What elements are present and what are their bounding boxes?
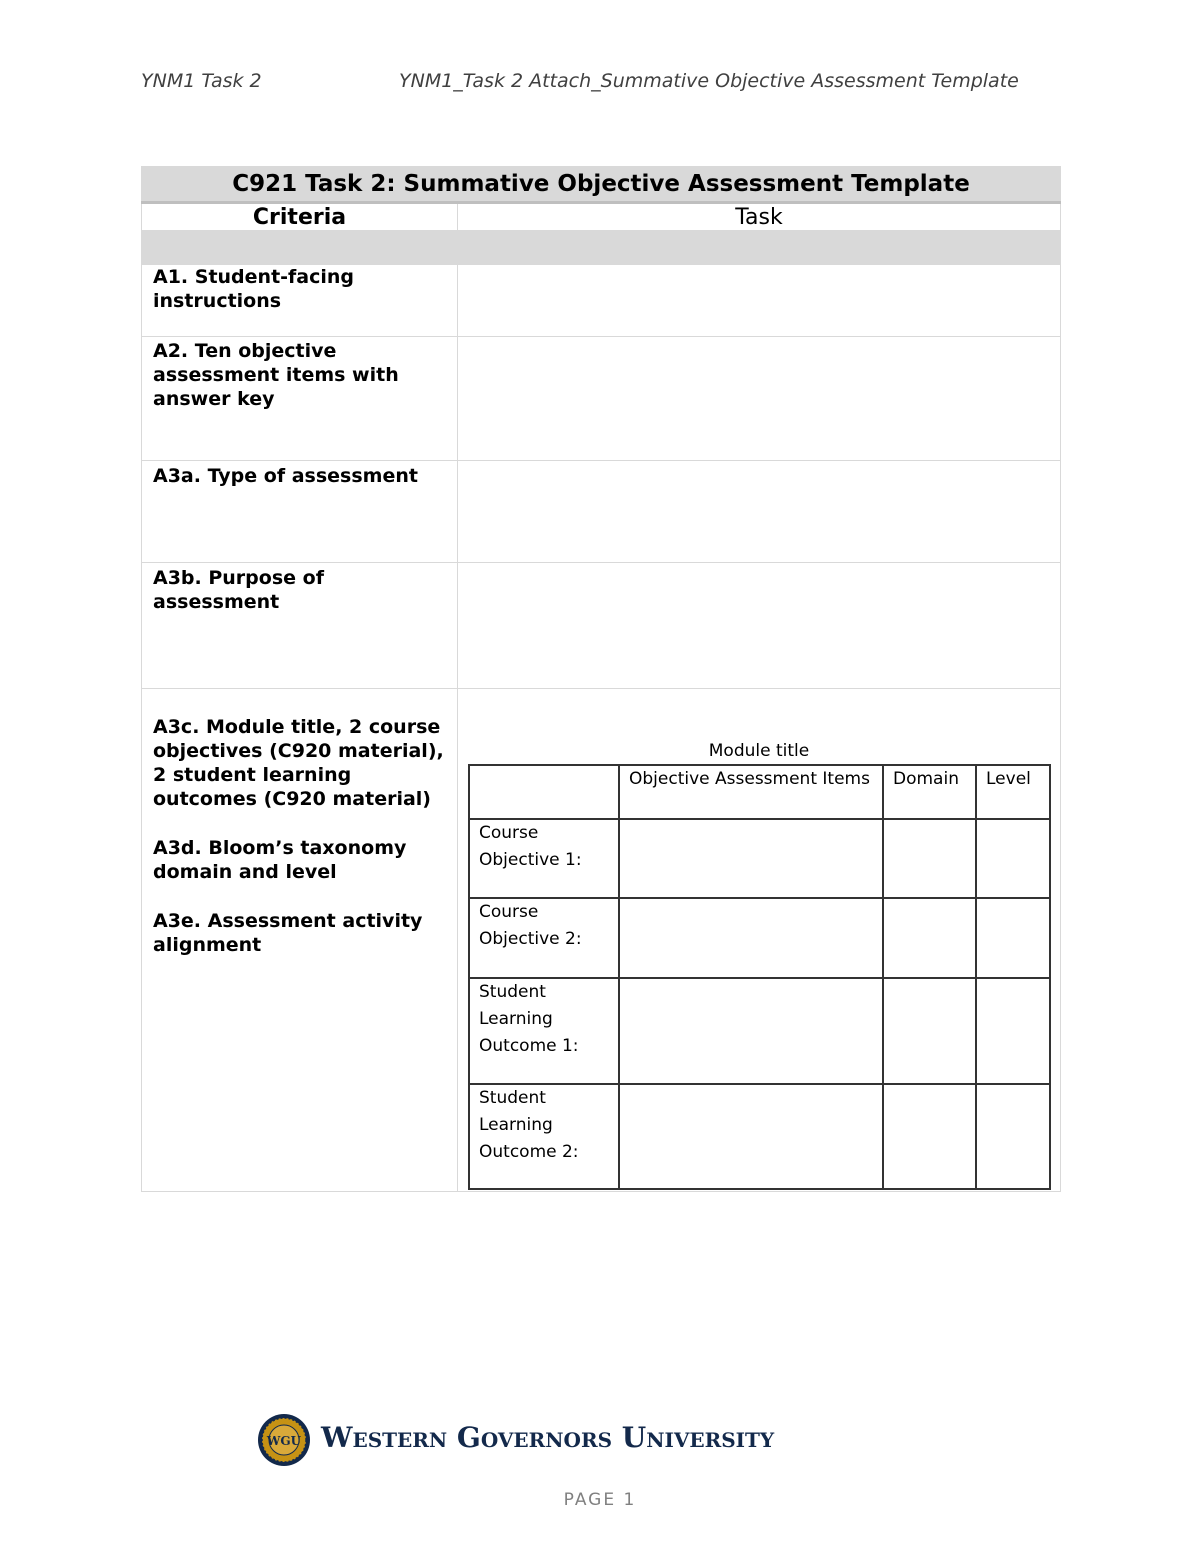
domain-cell[interactable] [883, 819, 976, 898]
level-cell[interactable] [976, 819, 1050, 898]
table-row [142, 461, 1061, 563]
table-row [469, 819, 1050, 898]
criterion-a3a: A3a. Type of assessment [142, 461, 458, 563]
header-left: YNM1 Task 2 [141, 70, 262, 92]
items-cell[interactable] [619, 978, 883, 1084]
row-label-slo-1: Student Learning Outcome 1: [469, 978, 619, 1084]
table-row [142, 265, 1061, 337]
table-row [469, 1084, 1050, 1189]
task-cell-a3b[interactable] [458, 563, 1061, 689]
alignment-header-row [469, 765, 1050, 819]
assessment-template-table [141, 166, 1061, 1192]
alignment-table [468, 764, 1051, 1190]
table-title: C921 Task 2: Summative Objective Assessment Template [142, 167, 1061, 203]
shaded-cell [142, 231, 458, 265]
table-row [469, 898, 1050, 978]
items-cell[interactable] [619, 898, 883, 978]
wgu-logo [257, 1413, 917, 1469]
row-label-slo-2: Student Learning Outcome 2: [469, 1084, 619, 1189]
criterion-a3c-a3e [142, 689, 458, 1192]
criterion-a1: A1. Student-facing instructions [142, 265, 458, 337]
criteria-column-header: Criteria [142, 203, 458, 231]
criterion-a2: A2. Ten objective assessment items with answer key [142, 337, 458, 461]
svg-text:WGU: WGU [266, 1434, 302, 1448]
row-label-course-objective-1: Course Objective 1: [469, 819, 619, 898]
criterion-a3e: A3e. Assessment activity alignment [153, 910, 423, 956]
row-label-course-objective-2: Course Objective 2: [469, 898, 619, 978]
task-cell-a2[interactable] [458, 337, 1061, 461]
table-row [142, 563, 1061, 689]
level-cell[interactable] [976, 978, 1050, 1084]
items-cell[interactable] [619, 1084, 883, 1189]
level-cell[interactable] [976, 1084, 1050, 1189]
criterion-a3c: A3c. Module title, 2 course objectives (C920 material), 2 student learning outcomes (C920 material) [153, 716, 444, 810]
page-number: PAGE 1 [563, 1490, 637, 1510]
domain-cell[interactable] [883, 1084, 976, 1189]
level-cell[interactable] [976, 898, 1050, 978]
wgu-seal-icon [257, 1413, 311, 1467]
task-cell-a3a[interactable] [458, 461, 1061, 563]
header-right: YNM1_Task 2 Attach_Summative Objective Assessment Template [399, 70, 1019, 92]
domain-cell[interactable] [883, 898, 976, 978]
alignment-header-blank [469, 765, 619, 819]
alignment-header-domain: Domain [883, 765, 976, 819]
table-row [142, 689, 1061, 1192]
shaded-spacer-row [142, 231, 1061, 265]
task-cell-a3c [458, 689, 1061, 1192]
items-cell[interactable] [619, 819, 883, 898]
alignment-header-items: Objective Assessment Items [619, 765, 883, 819]
table-row [142, 337, 1061, 461]
shaded-cell [458, 231, 1061, 265]
wgu-wordmark: Western Governors University [321, 1421, 775, 1454]
criterion-a3b: A3b. Purpose of assessment [142, 563, 458, 689]
module-title[interactable]: Module title [708, 741, 810, 761]
alignment-header-level: Level [976, 765, 1050, 819]
table-row [469, 978, 1050, 1084]
criterion-a3d: A3d. Bloom’s taxonomy domain and level [153, 837, 407, 883]
task-column-header: Task [458, 203, 1061, 231]
domain-cell[interactable] [883, 978, 976, 1084]
task-cell-a1[interactable] [458, 265, 1061, 337]
